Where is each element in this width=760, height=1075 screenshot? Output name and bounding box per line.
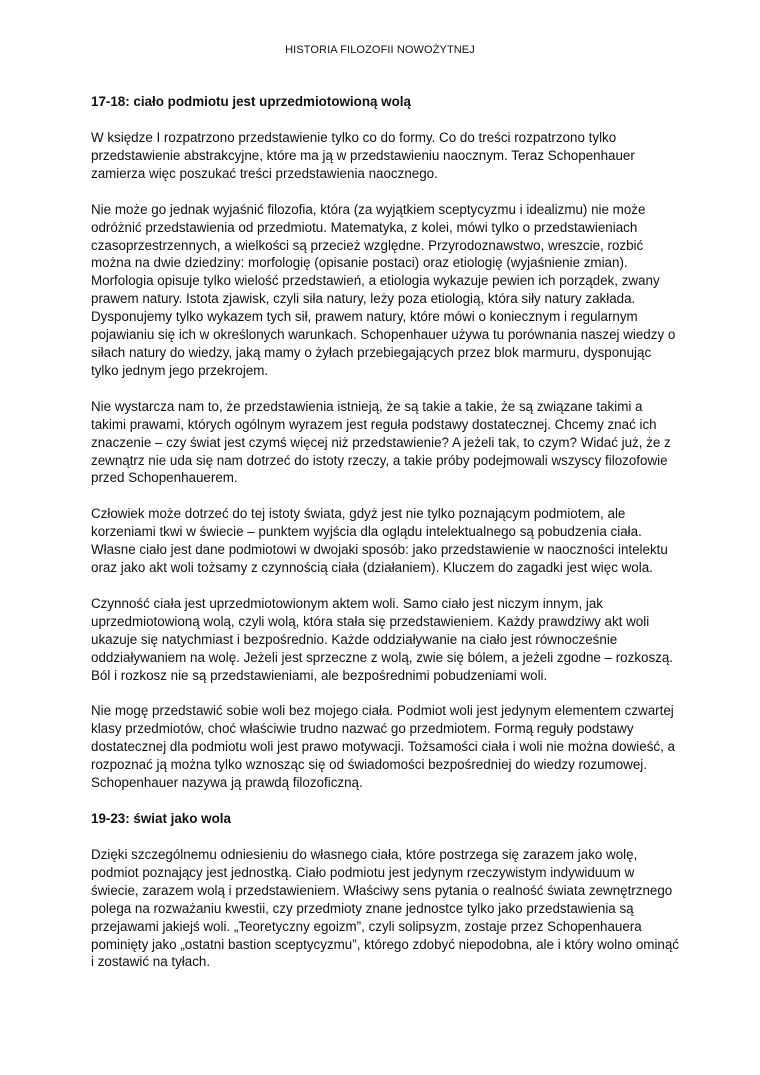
paragraph: Człowiek może dotrzeć do tej istoty świata, gdyż jest nie tylko poznającym podmiotem, ale korzeniami tkwi w świecie – punktem wyjścia dla oglądu intelektualnego są pobudzenia ciała. Własne ciało jest dane podmiotowi w dwojaki sposób: jako przedstawienie w naoczności intelektu oraz jako akt woli tożsamy z czynnością ciała (działaniem). Kluczem do zagadki jest więc wola. <box>91 506 668 576</box>
paragraph: Nie może go jednak wyjaśnić filozofia, która (za wyjątkiem sceptycyzmu i idealizmu) nie może odróżnić przedstawienia od przedmiotu. Matematyka, z kolei, mówi tylko o przedstawieniach czasoprzestrzennych, a wielkości są przecież względne. Przyrodoznawstwo, wreszcie, rozbić można na dwie dziedziny: morfologię (opisanie postaci) oraz etiologię (wyjaśnienie zmian). Morfologia opisuje tylko wielość przedstawień, a etiologia wykazuje pewien ich porządek, zwany prawem natury. Istota zjawisk, czyli siła natury, leży poza etiologią, która siły natury zakłada. Dysponujemy tylko wykazem tych sił, prawem natury, które mówi o koniecznym i regularnym pojawianiu się ich w określonych warunkach. Schopenhauer używa tu porównania naszej wiedzy o siłach natury do wiedzy, jaką mamy o żyłach przebiegających przez blok marmuru, dysponując tylko jednym jego przekrojem. <box>91 201 676 378</box>
running-header: HISTORIA FILOZOFII NOWOŻYTNEJ <box>285 44 475 56</box>
document-body <box>91 93 681 971</box>
paragraph: Nie wystarcza nam to, że przedstawienia istnieją, że są takie a takie, że są związane takimi a takimi prawami, których ogólnym wyrazem jest reguła podstawy dostatecznej. Chcemy znać ich znaczenie – czy świat jest czymś więcej niż przedstawienie? A jeżeli tak, to czym? Widać już, że z zewnątrz nie uda się nam dotrzeć do istoty rzeczy, a takie próby podejmowali wszyscy filozofowie przed Schopenhauerem. <box>91 398 671 486</box>
paragraph: Dzięki szczególnemu odniesieniu do własnego ciała, które postrzega się zarazem jako wolę, podmiot poznający jest jednostką. Ciało podmiotu jest jedynym rzeczywistym indywiduum w świecie, zarazem wolą i przedstawieniem. Właściwy sens pytania o realność świata zewnętrznego polega na rozważaniu kwestii, czy przedmioty znane jednostce tylko jako przedstawienia są przejawami jakiejś woli. „Teoretyczny egoizm”, czyli solipsyzm, zostaje przez Schopenhauera pominięty jako „ostatni bastion sceptycyzmu”, którego zdobyć niepodobna, ale i który wolno ominąć i zostawić na tyłach. <box>91 847 680 970</box>
paragraph: W księdze I rozpatrzono przedstawienie tylko co do formy. Co do treści rozpatrzono tylko przedstawienie abstrakcyjne, które ma ją w przedstawieniu naocznym. Teraz Schopenhauer zamierza więc poszukać treści przedstawienia naocznego. <box>91 130 635 181</box>
section-heading: 17-18: ciało podmiotu jest uprzedmiotowioną wolą <box>91 94 411 109</box>
paragraph: Nie mogę przedstawić sobie woli bez mojego ciała. Podmiot woli jest jedynym elementem czwartej klasy przedmiotów, choć właściwie trudno nazwać go przedmiotem. Formą reguły podstawy dostatecznej dla podmiotu woli jest prawo motywacji. Tożsamości ciała i woli nie można dowieść, a rozpoznać ją można tylko wznosząc się od świadomości bezpośredniej do wiedzy rozumowej. Schopenhauer nazywa ją prawdą filozoficzną. <box>91 703 675 791</box>
section-heading: 19-23: świat jako wola <box>91 811 231 826</box>
paragraph: Czynność ciała jest uprzedmiotowionym aktem woli. Samo ciało jest niczym innym, jak uprzedmiotowioną wolą, czyli wolą, która stała się przedstawieniem. Każdy prawdziwy akt woli ukazuje się natychmiast i bezpośrednio. Każde oddziaływanie na ciało jest równocześnie oddziaływaniem na wolę. Jeżeli jest sprzeczne z wolą, zwie się bólem, a jeżeli zgodne – rozkoszą. Ból i rozkosz nie są przedstawieniami, ale bezpośrednimi pobudzeniami woli. <box>91 595 674 683</box>
